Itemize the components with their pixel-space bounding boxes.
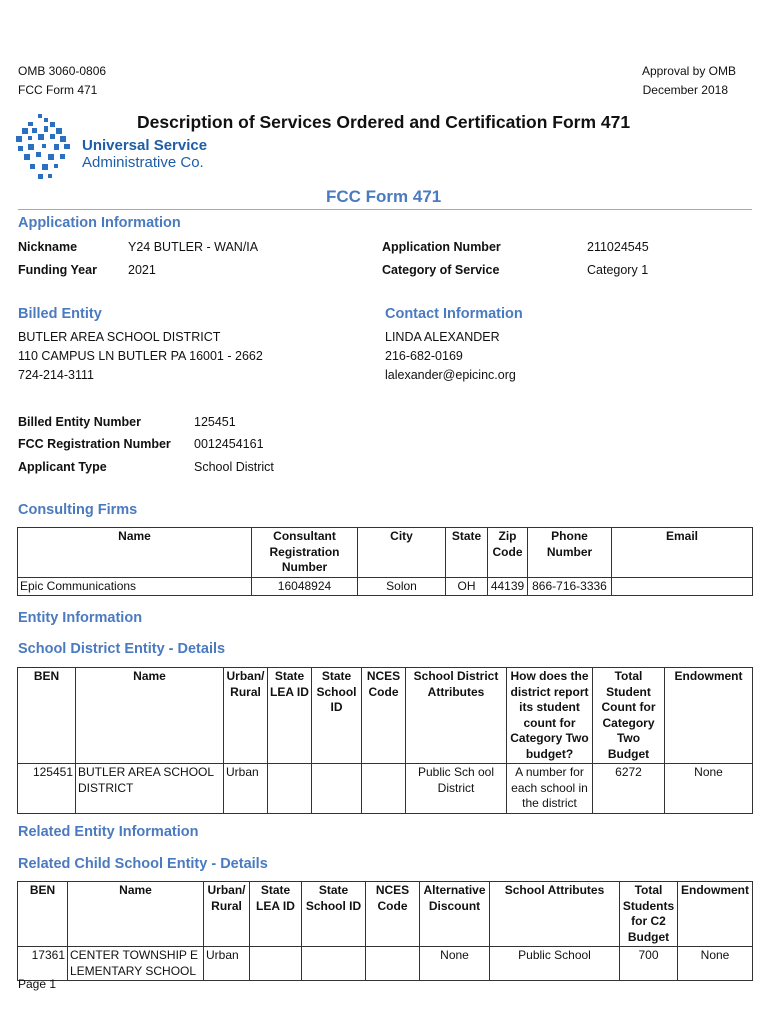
school-district-table (17, 667, 753, 814)
col-email: Email (612, 528, 753, 578)
billed-entity-name: BUTLER AREA SCHOOL DISTRICT (18, 330, 221, 344)
col-urban-rural: Urban/ Rural (224, 668, 268, 764)
col-name: Name (68, 882, 204, 947)
cell (612, 577, 753, 596)
cell: None (678, 947, 753, 981)
frn-label: FCC Registration Number (18, 437, 171, 451)
funding-year-value: 2021 (128, 263, 156, 277)
consulting-firms-table (17, 527, 753, 596)
page-number: Page 1 (18, 977, 57, 991)
cell: Public School (490, 947, 620, 981)
cell (250, 947, 302, 981)
col-state-lea-id: State LEA ID (250, 882, 302, 947)
cell: Solon (358, 577, 446, 596)
col-student-count-method: How does the district report its student count for Category Two budget? (507, 668, 593, 764)
application-number-value: 211024545 (587, 240, 649, 254)
section-contact-info: Contact Information (385, 306, 523, 322)
form-subtitle: FCC Form 471 (326, 187, 442, 206)
form-number: FCC Form 471 (18, 83, 98, 97)
applicant-type-value: School District (194, 460, 274, 474)
ben-value: 125451 (194, 415, 236, 429)
col-ben: BEN (18, 882, 68, 947)
cell (362, 764, 406, 814)
logo-line1: Universal Service (82, 137, 208, 154)
cell (312, 764, 362, 814)
col-name: Name (18, 528, 252, 578)
cell: 6272 (593, 764, 665, 814)
section-billed-entity: Billed Entity (18, 306, 102, 322)
col-endowment: Endowment (665, 668, 753, 764)
col-nces-code: NCES Code (366, 882, 420, 947)
col-phone: Phone Number (528, 528, 612, 578)
table-row (18, 764, 753, 814)
col-total-students: Total Students for C2 Budget (620, 882, 678, 947)
col-name: Name (76, 668, 224, 764)
contact-name: LINDA ALEXANDER (385, 330, 500, 344)
billed-entity-phone: 724-214-3111 (18, 368, 94, 382)
nickname-label: Nickname (18, 240, 78, 254)
cell: 17361 (18, 947, 68, 981)
col-school-attributes: School Attributes (490, 882, 620, 947)
category-label: Category of Service (382, 263, 500, 277)
divider (18, 209, 752, 210)
applicant-type-label: Applicant Type (18, 460, 107, 474)
contact-phone: 216-682-0169 (385, 349, 463, 363)
section-consulting-firms: Consulting Firms (18, 502, 138, 518)
cell: 700 (620, 947, 678, 981)
cell: A number for each school in the district (507, 764, 593, 814)
cell: Urban (204, 947, 250, 981)
page-title: Description of Services Ordered and Certification Form 471 (137, 112, 631, 132)
section-related-child-school: Related Child School Entity - Details (18, 856, 268, 872)
cell: 125451 (18, 764, 76, 814)
col-state-school-id: State School ID (312, 668, 362, 764)
logo-line2: Administrative Co. (82, 154, 204, 171)
col-state-school-id: State School ID (302, 882, 366, 947)
omb-number: OMB 3060-0806 (18, 64, 107, 78)
cell: None (420, 947, 490, 981)
cell: Urban (224, 764, 268, 814)
section-school-district-details: School District Entity - Details (18, 641, 226, 657)
cell: Epic Communications (18, 577, 252, 596)
section-related-entity: Related Entity Information (18, 824, 199, 840)
cell: Public Sch ool District (406, 764, 507, 814)
col-ben: BEN (18, 668, 76, 764)
cell: OH (446, 577, 488, 596)
contact-email[interactable]: lalexander@epicinc.org (385, 368, 516, 382)
related-school-table (17, 881, 753, 981)
cell (302, 947, 366, 981)
nickname-value: Y24 BUTLER - WAN/IA (128, 240, 259, 254)
application-number-label: Application Number (382, 240, 501, 254)
usac-logo-icon (14, 112, 74, 184)
cell: 44139 (488, 577, 528, 596)
cell (366, 947, 420, 981)
table-row (18, 577, 753, 596)
col-endowment: Endowment (678, 882, 753, 947)
billed-entity-address: 110 CAMPUS LN BUTLER PA 16001 - 2662 (18, 349, 263, 363)
cell: CENTER TOWNSHIP E LEMENTARY SCHOOL (68, 947, 204, 981)
cell (268, 764, 312, 814)
col-city: City (358, 528, 446, 578)
col-state-lea-id: State LEA ID (268, 668, 312, 764)
category-value: Category 1 (587, 263, 649, 277)
section-entity-info: Entity Information (18, 610, 143, 626)
omb-approval: Approval by OMB (641, 64, 736, 78)
col-total-student-count: Total Student Count for Category Two Budget (593, 668, 665, 764)
cell: None (665, 764, 753, 814)
funding-year-label: Funding Year (18, 263, 97, 277)
col-alternative-discount: Alternative Discount (420, 882, 490, 947)
cell: BUTLER AREA SCHOOL DISTRICT (76, 764, 224, 814)
ben-label: Billed Entity Number (18, 415, 141, 429)
col-zip: Zip Code (488, 528, 528, 578)
col-consultant-reg: Consultant Registration Number (252, 528, 358, 578)
col-district-attributes: School District Attributes (406, 668, 507, 764)
cell: 16048924 (252, 577, 358, 596)
col-nces-code: NCES Code (362, 668, 406, 764)
col-urban-rural: Urban/ Rural (204, 882, 250, 947)
omb-date: December 2018 (642, 83, 728, 97)
cell: 866-716-3336 (528, 577, 612, 596)
col-state: State (446, 528, 488, 578)
frn-value: 0012454161 (194, 437, 264, 451)
table-row (18, 947, 753, 981)
section-application-info: Application Information (18, 215, 181, 231)
